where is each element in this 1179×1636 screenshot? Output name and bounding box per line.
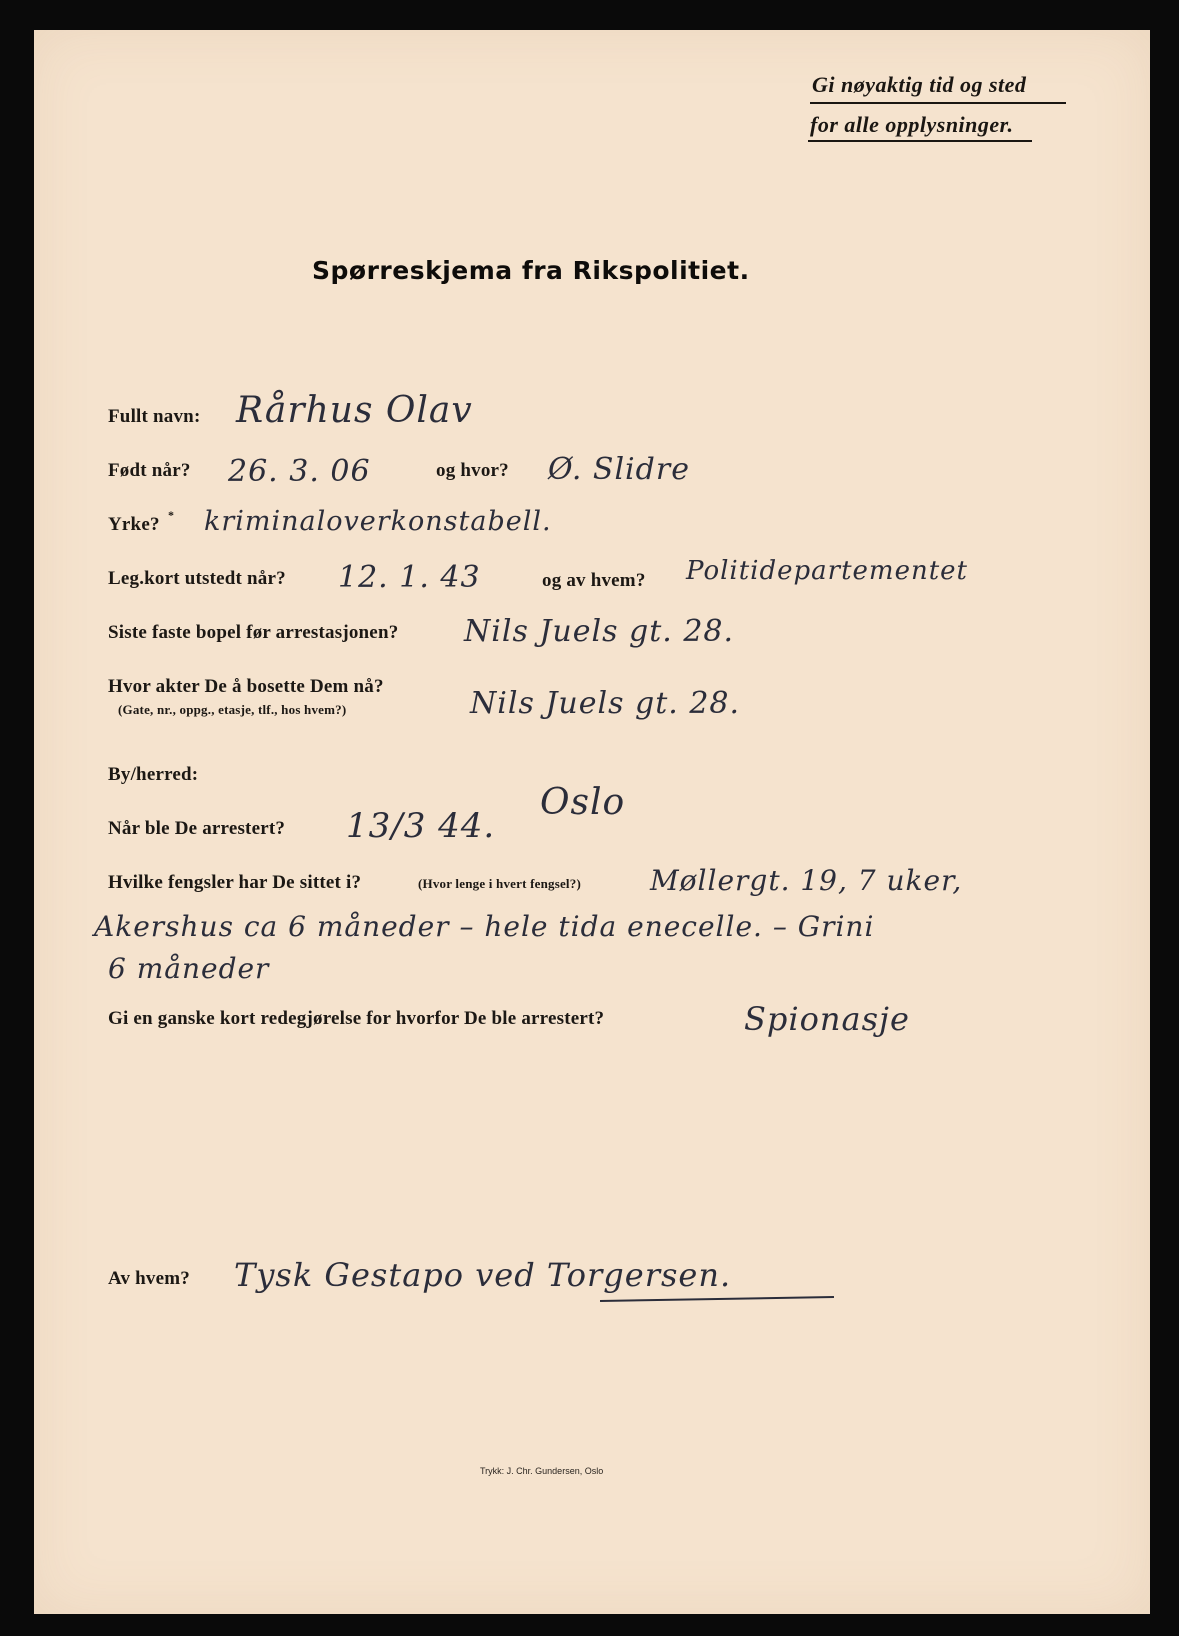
instruction-line-2: for alle opplysninger. bbox=[810, 112, 1014, 137]
instruction-line-1: Gi nøyaktig tid og sted bbox=[812, 72, 1027, 97]
prisons-value-line-2[interactable]: Akershus ca 6 måneder – hele tida enecelle. – Grini bbox=[94, 910, 875, 943]
last-address-label: Siste faste bopel før arrestasjonen? bbox=[108, 622, 399, 643]
prisons-value-line-1[interactable]: Møllergt. 19, 7 uker, bbox=[650, 864, 963, 897]
last-address-value[interactable]: Nils Juels gt. 28. bbox=[464, 614, 735, 649]
instruction-underline-1 bbox=[810, 102, 1066, 104]
by-whom-value[interactable]: Tysk Gestapo ved Torgersen. bbox=[234, 1256, 732, 1294]
arrested-when-label: Når ble De arrestert? bbox=[108, 818, 286, 839]
settle-label: Hvor akter De å bosette Dem nå? bbox=[108, 676, 384, 697]
instruction-underline-2 bbox=[808, 140, 1032, 142]
born-when-label: Født når? bbox=[108, 460, 191, 481]
form-title: Spørreskjema fra Rikspolitiet. bbox=[312, 256, 750, 285]
prisons-value-line-3[interactable]: 6 måneder bbox=[108, 952, 270, 985]
reason-label: Gi en ganske kort redegjørelse for hvorfor De ble arrestert? bbox=[108, 1008, 605, 1029]
id-by-label: og av hvem? bbox=[542, 570, 646, 591]
reason-value[interactable]: Spionasje bbox=[744, 1000, 910, 1038]
settle-value[interactable]: Nils Juels gt. 28. bbox=[470, 686, 741, 721]
id-by-value[interactable]: Politidepartementet bbox=[686, 556, 968, 586]
settle-sublabel: (Gate, nr., oppg., etasje, tlf., hos hvem?) bbox=[118, 702, 347, 717]
occupation-label: Yrke? bbox=[108, 514, 160, 535]
name-label: Fullt navn: bbox=[108, 406, 201, 427]
city-value[interactable]: Oslo bbox=[540, 782, 626, 823]
prisons-label: Hvilke fengsler har De sittet i? bbox=[108, 872, 362, 893]
prisons-sublabel: (Hvor lenge i hvert fengsel?) bbox=[418, 876, 581, 891]
born-where-value[interactable]: Ø. Slidre bbox=[548, 452, 690, 487]
by-whom-underline bbox=[600, 1296, 834, 1302]
occupation-value[interactable]: kriminaloverkonstabell. bbox=[204, 506, 552, 537]
name-value[interactable]: Rårhus Olav bbox=[236, 390, 473, 431]
arrested-when-value[interactable]: 13/3 44. bbox=[346, 806, 496, 846]
form-sheet bbox=[34, 30, 1150, 1614]
city-label: By/herred: bbox=[108, 764, 199, 785]
id-when-label: Leg.kort utstedt når? bbox=[108, 568, 286, 589]
by-whom-label: Av hvem? bbox=[108, 1268, 190, 1289]
born-where-label: og hvor? bbox=[436, 460, 509, 481]
id-when-value[interactable]: 12. 1. 43 bbox=[338, 560, 481, 595]
born-when-value[interactable]: 26. 3. 06 bbox=[228, 454, 371, 489]
occupation-asterisk: * bbox=[168, 508, 175, 522]
printer-footer: Trykk: J. Chr. Gundersen, Oslo bbox=[480, 1466, 604, 1476]
bleed-through bbox=[544, 126, 548, 142]
